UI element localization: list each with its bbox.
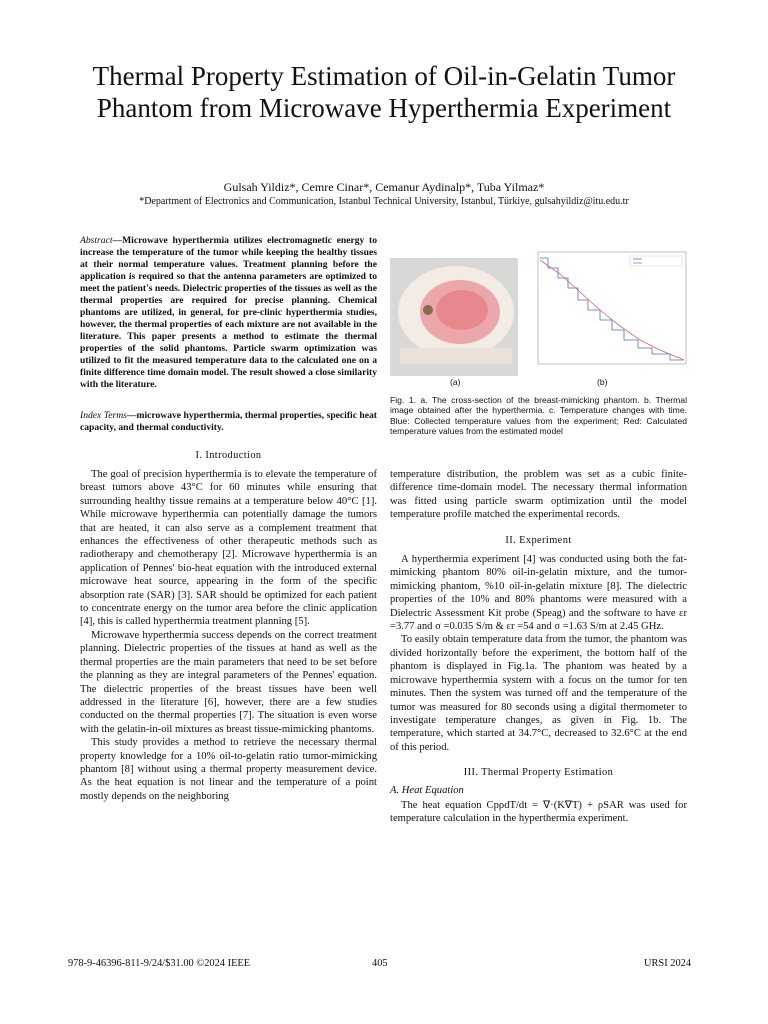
abstract-label: Abstract: [80, 235, 113, 246]
page-number: 405: [372, 958, 388, 969]
index-terms-label: Index Terms: [80, 410, 127, 421]
paragraph: The heat equation CpρdT/dt = ∇·(K∇T) + ρSAR was used for temperature calculation in the hyperthermia experiment.: [390, 799, 687, 825]
abstract-text: —Microwave hyperthermia utilizes electromagnetic energy to increase the temperature of the tumor while keeping the healthy tissues at their normal temperature values. Treatment planning before the application is required so that the antenna parameters are optimized to meet the patient's needs. Dielectric properties of the tissues as well as the thermal properties are required for precise planning. Chemical phantoms are utilized, in general, for pre-clinic hyperthermia studies, however, the thermal properties of each mixture are not available in the literature. This paper presents a method to estimate the thermal properties of the solid phantoms. Particle swarm optimization was utilized to fit the measured temperature data to the calculated one on a finite difference time domain model. The result showed a close similarity with the literature.: [80, 235, 377, 390]
figure-1: [390, 248, 690, 388]
paragraph: The goal of precision hyperthermia is to elevate the temperature of breast tumors above 43°C for 60 minutes while ensuring that surrounding healthy tissue remains at a temperature below 40°C [1]. While microwave hyperthermia can potentially damage the tumors that are heated, it can also serve as a complement treatment that enhances the effectiveness of other therapeutic methods such as radiotherapy and chemotherapy [2]. Microwave hyperthermia is an application of Pennes' bio-heat equation with the introduced external microwave heat source, appearing in the form of the specific absorption rate (SAR) [3]. SAR should be optimized for each patient to concentrate energy on the tumor area before the clinic application [4], this is called hyperthermia treatment planning [5].: [80, 469, 377, 628]
paragraph: This study provides a method to retrieve the necessary thermal property knowledge for a 10% oil-to-gelatin ratio tumor-mimicking phantom [8] without using a thermal property measurement device. As the heat equation is not linear and the temperature of a point mostly depends on the neighboring: [80, 737, 377, 802]
footer-conference: URSI 2024: [644, 958, 692, 969]
author-list: Gulsah Yildiz*, Cemre Cinar*, Cemanur Aydinalp*, Tuba Yilmaz*: [223, 180, 545, 194]
section-heading-experiment: II. Experiment: [505, 534, 572, 546]
paragraph: To easily obtain temperature data from the tumor, the phantom was divided horizontally before the experiment, the bottom half of the phantom is displayed in Fig.1a. The phantom was heated by a microwave hyperthermia system with a focus on the tumor for ten minutes. Then the system was turned off and the temperature of the tumor was measured for 80 seconds using a digital thermometer to investigate temperature changes, as given in Fig. 1b. The temperature, which started at 34.7°C, decreased to 32.6°C at the end of this period.: [390, 634, 687, 753]
temperature-plot: [538, 252, 686, 364]
figure-caption: Fig. 1. a. The cross-section of the breast-mimicking phantom. b. Thermal image obtained after the hyperthermia. c. Temperature changes with time. Blue: Collected temperature values from the experiment; Red: Calculated temperature values from the estimated model: [390, 395, 687, 437]
index-terms-text: —microwave hyperthermia, thermal properties, specific heat capacity, and thermal conductivity.: [80, 410, 377, 433]
footer-copyright: 978-9-46396-811-9/24/$31.00 ©2024 IEEE: [68, 958, 251, 969]
section-heading-thermal-estimation: III. Thermal Property Estimation: [463, 767, 614, 779]
phantom-photo: [390, 258, 518, 376]
paragraph: A hyperthermia experiment [4] was conducted using both the fat-mimicking phantom 80% oil-in-gelatin mixture, and the tumor-mimicking phantom, %10 oil-in-gelatin mixture [8]. The dielectric properties of the 10% and 80% phantoms were measured with a Dielectric Assessment Kit probe (Speag) and the software to have εr =3.77 and σ =0.035 S/m & εr =54 and σ =1.63 S/m at 2.45 GHz.: [390, 554, 687, 633]
section-heading-introduction: I. Introduction: [195, 450, 262, 461]
index-terms: [80, 410, 377, 434]
right-column-body: [390, 468, 687, 826]
subsection-heading: A. Heat Equation: [390, 784, 464, 796]
abstract: [80, 235, 377, 391]
paper-title: Thermal Property Estimation of Oil-in-Gelatin Tumor Phantom from Microwave Hyperthermia Experiment: [92, 61, 676, 123]
figure-label-b: (b): [597, 377, 608, 387]
introduction-body: [80, 468, 377, 803]
affiliation: *Department of Electronics and Communication, Istanbul Technical University, Istanbul, Türkiye, gulsahyildiz@itu.edu.tr: [139, 196, 629, 207]
figure-label-a: (a): [450, 377, 461, 387]
paragraph: Microwave hyperthermia success depends on the correct treatment planning. Dielectric properties of the tissues at hand as well as the thermal properties are the main parameters that need to be set before the planning as they are integral parameters of the Pennes' equation. The dielectric properties of the breast tissues have been well addressed in the literature [6], however, there are a few studies conducted on the thermal properties [7]. The situation is even worse with the gelatin-in-oil mixtures as breast tissue-mimicking phantoms.: [80, 629, 377, 735]
paragraph: temperature distribution, the problem was set as a cubic finite-difference time-domain model. The necessary thermal information was fitted using particle swarm optimization until the model temperature profile matched the experimental records.: [390, 469, 687, 521]
